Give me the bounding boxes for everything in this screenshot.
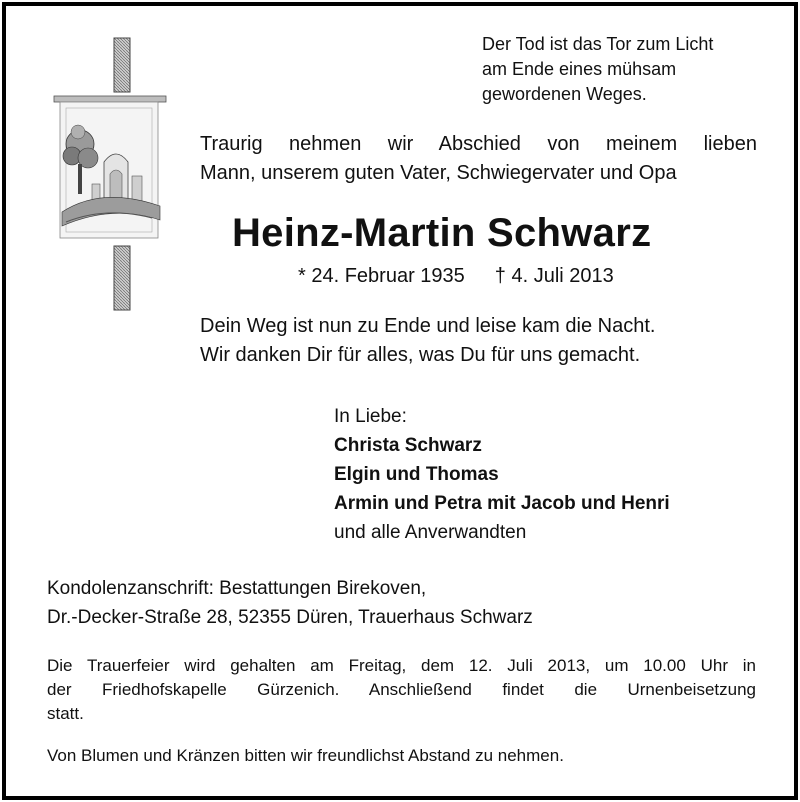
intro-text [200,130,757,188]
memorial-verse [200,312,655,370]
death-date: † 4. Juli 2013 [494,265,614,287]
quote-line: gewordenen Weges. [482,84,647,104]
intro-line: Traurig nehmen wir Abschied von meinem lieben [200,133,757,155]
service-line: der Friedhofskapelle Gürzenich. Anschließend findet die Urnenbeisetzung [47,680,756,699]
cross-landscape-icon [52,36,172,312]
flowers-request: Von Blumen und Kränzen bitten wir freundlichst Abstand zu nehmen. [47,746,564,765]
epigraph-quote [482,32,713,107]
life-dates [298,262,614,290]
condolence-address [47,574,533,632]
quote-line: am Ende eines mühsam [482,59,677,79]
family-others: und alle Anverwandten [334,522,527,543]
family-member: Elgin und Thomas [334,464,499,485]
deceased-name: Heinz-Martin Schwarz [232,211,652,255]
funeral-service-info [47,654,756,726]
verse-line: Dein Weg ist nun zu Ende und leise kam die Nacht. [200,315,656,337]
service-line: Die Trauerfeier wird gehalten am Freitag, dem 12. Juli 2013, um 10.00 Uhr in [47,656,756,675]
address-line: Dr.-Decker-Straße 28, 52355 Düren, Trauerhaus Schwarz [47,607,533,628]
quote-line: Der Tod ist das Tor zum Licht [482,34,714,54]
birth-date: * 24. Februar 1935 [298,265,465,287]
intro-line: Mann, unserem guten Vater, Schwiegervater und Opa [200,162,677,184]
address-line: Kondolenzanschrift: Bestattungen Birekoven, [47,578,427,599]
service-line: statt. [47,704,84,723]
verse-line: Wir danken Dir für alles, was Du für uns gemacht. [200,344,641,366]
family-signature [334,402,670,547]
family-heading: In Liebe: [334,406,407,427]
family-member: Armin und Petra mit Jacob und Henri [334,493,670,514]
family-member: Christa Schwarz [334,435,482,456]
